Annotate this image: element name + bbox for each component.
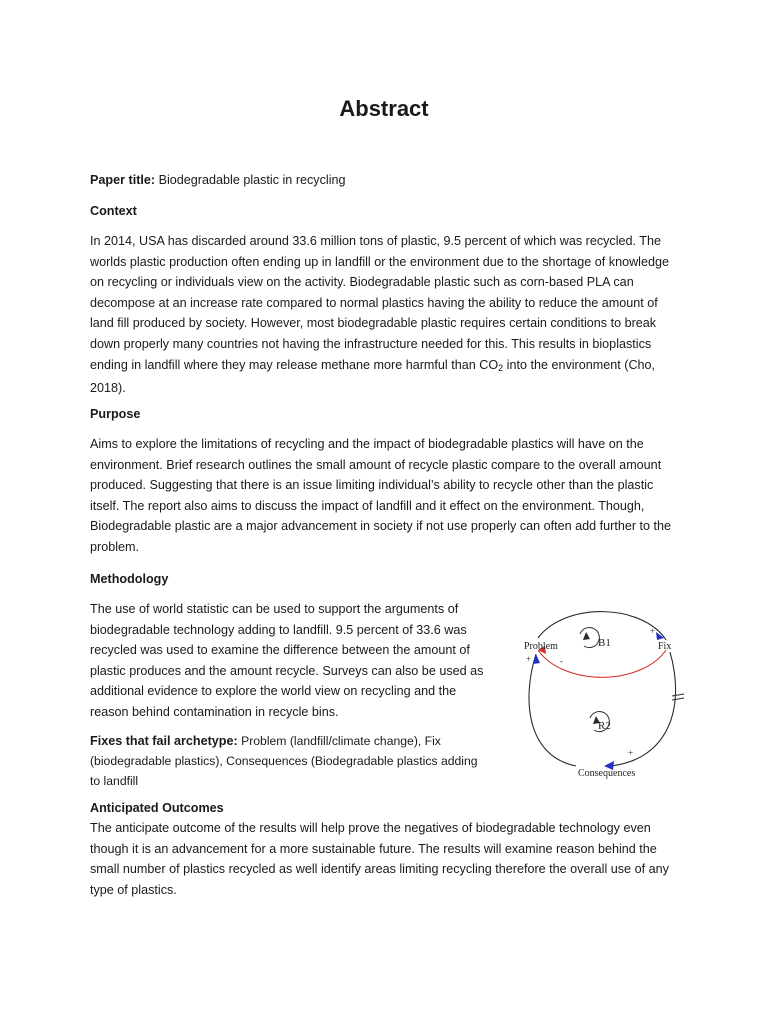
delay-mark-1 — [672, 694, 684, 696]
left-consequence-arc — [529, 654, 576, 766]
r2-label: R2 — [598, 720, 611, 732]
problem-minus-sign: - — [560, 656, 563, 666]
context-heading: Context — [90, 204, 137, 218]
b1-label: B1 — [598, 637, 611, 649]
outcomes-paragraph: The anticipate outcome of the results will help prove the negatives of biodegradable technology even though it is an advancement for a more sustainable future. The results will examine reason behind the small number of plastics recycled as well identify areas limiting recycling therefore the overall use of any type of plastics. — [90, 821, 669, 897]
red-balancing-arc — [538, 650, 666, 677]
archetype-label: Fixes that fail archetype: — [90, 734, 238, 748]
outcomes-heading: Anticipated Outcomes — [90, 801, 224, 815]
consequences-label: Consequences — [578, 768, 636, 779]
outcomes-body — [90, 818, 678, 900]
delay-mark-2 — [672, 698, 684, 700]
purpose-body — [90, 434, 678, 558]
purpose-section — [90, 404, 678, 425]
top-loop-arc — [538, 612, 666, 640]
paper-title-value: Biodegradable plastic in recycling — [158, 173, 346, 187]
context-body — [90, 231, 678, 399]
consequence-plus-sign: + — [628, 748, 634, 758]
purpose-heading: Purpose — [90, 407, 141, 421]
outcomes-section — [90, 798, 678, 819]
methodology-paragraph: The use of world statistic can be used to support the arguments of biodegradable technology adding to landfill. 9.5 percent of 33.6 was recycled was used to examine the difference between the amount of plastic produces and the amount recycle. Surveys can also be used as additional evidence to explore the world view on recycling and the reason behind contamination in recycle bins. — [90, 602, 484, 719]
co2-subscript: 2 — [498, 362, 504, 373]
page-title: Abstract — [339, 96, 429, 121]
b1-loop-arrow — [583, 632, 590, 640]
paper-title-label: Paper title: — [90, 173, 156, 187]
context-text-end: into the environment (Cho, 2018). — [90, 357, 656, 396]
fix-label: Fix — [658, 641, 672, 652]
b1-loop-symbol — [580, 628, 599, 648]
methodology-heading: Methodology — [90, 572, 169, 586]
problem-plus-sign: + — [526, 654, 532, 664]
purpose-paragraph: Aims to explore the limitations of recycling and the impact of biodegradable plastics will have on the environment. Brief research outlines the small amount of recycle plastic compare to the overall amount produced. Suggesting that there is an issue limiting individual’s ability to recycle other than the plastic itself. The report also aims to discuss the impact of landfill and it effect on the environment. Though, Biodegradable plastic are a major advancement in society if not use properly can often add further to the problem. — [90, 437, 672, 554]
context-paragraph — [90, 231, 678, 399]
paper-title-line — [90, 170, 678, 191]
archetype-note — [90, 731, 490, 792]
context-section — [90, 201, 678, 222]
methodology-section — [90, 569, 678, 590]
methodology-body — [90, 599, 496, 723]
archetype-text: Problem (landfill/climate change), Fix (biodegradable plastics), Consequences (Biodegradable plastics adding to landfill — [90, 734, 478, 789]
fixes-that-fail-diagram — [518, 588, 686, 784]
fix-plus-sign: + — [650, 626, 656, 636]
problem-label: Problem — [524, 641, 558, 652]
context-text: In 2014, USA has discarded around 33.6 million tons of plastic, 9.5 percent of which was recycled. The worlds plastic production often ending up in landfill or the environment due to the shortage of knowledge on recycling or individuals view on the activity. Biodegradable plastic such as corn-based PLA can decompose at an increase rate compared to normal plastics having the ability to reduce the amount of land fill produced by society. However, most biodegradable plastic requires certain conditions to break down properly many countries not having the infrastructure needed for this. This results in bioplastics ending in landfill where they may release methane more harmful than CO — [90, 234, 669, 372]
